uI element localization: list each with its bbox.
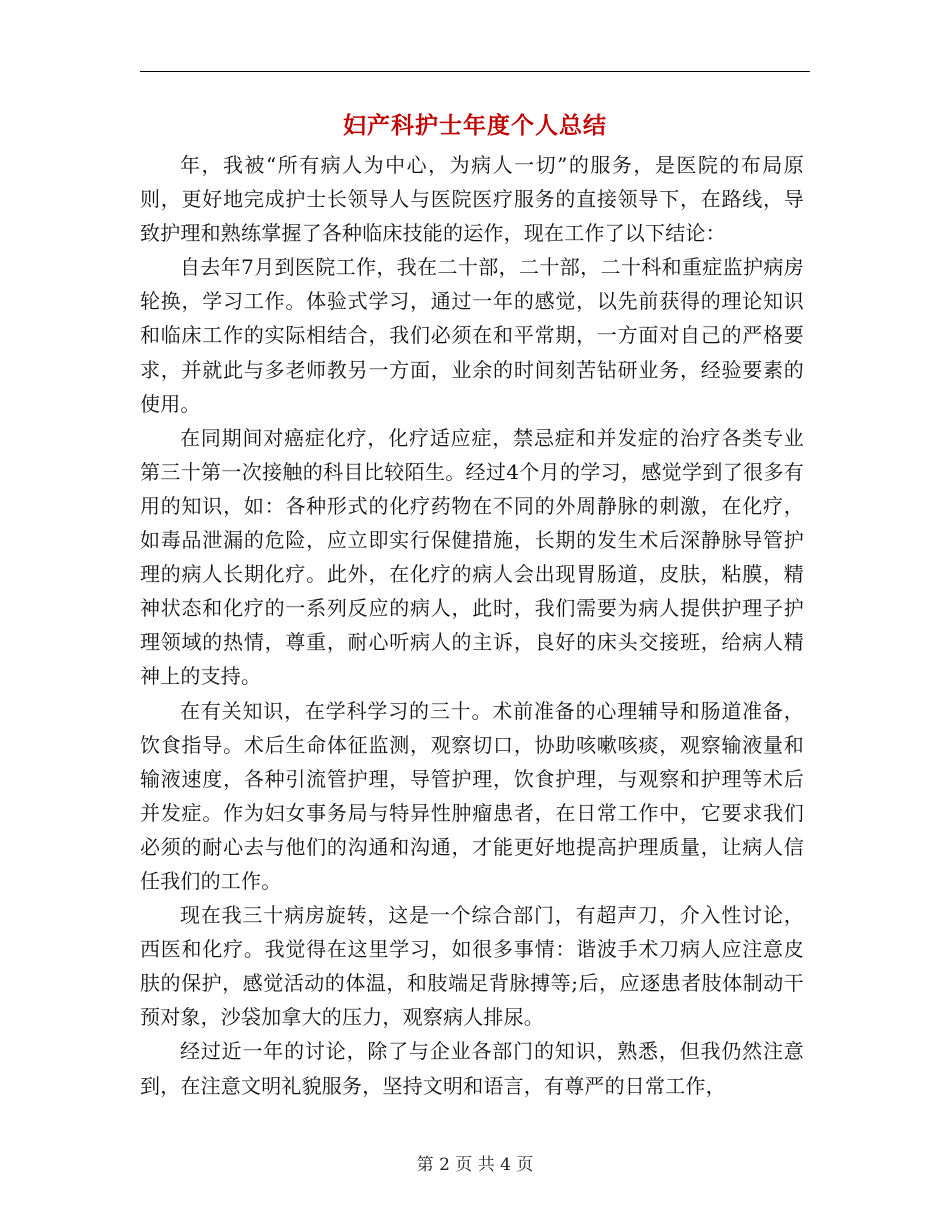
page-footer (140, 1153, 810, 1177)
paragraph: 年，我被“所有病人为中心，为病人一切”的服务，是医院的布局原则，更好地完成护士长领导人与医院医疗服务的直接领导下，在路线，导致护理和熟练掌握了各种临床技能的运作，现在工作了以下结论： (140, 153, 804, 246)
document-body (140, 148, 804, 1103)
page-number-label: 第 2 页 共 4 页 (416, 1155, 534, 1175)
paragraph: 在同期间对癌症化疗，化疗适应症，禁忌症和并发症的治疗各类专业第三十第一次接触的科目比较陌生。经过4个月的学习，感觉学到了很多有用的知识，如：各种形式的化疗药物在不同的外周静脉的刺激，在化疗，如毒品泄漏的危险，应立即实行保健措施，长期的发生术后深静脉导管护理的病人长期化疗。此外，在化疗的病人会出现胃肠道，皮肤，粘膜，精神状态和化疗的一系列反应的病人，此时，我们需要为病人提供护理子护理领域的热情，尊重，耐心听病人的主诉，良好的床头交接班，给病人精神上的支持。 (140, 425, 804, 689)
paragraph: 自去年7月到医院工作，我在二十部，二十部，二十科和重症监护病房轮换，学习工作。体验式学习，通过一年的感觉，以先前获得的理论知识和临床工作的实际相结合，我们必须在和平常期，一方面对自己的严格要求，并就此与多老师教另一方面，业余的时间刻苦钻研业务，经验要素的使用。 (140, 255, 804, 416)
document-title: 妇产科护士年度个人总结 (343, 112, 607, 139)
header-rule (140, 71, 810, 72)
paragraph: 现在我三十病房旋转，这是一个综合部门，有超声刀，介入性讨论，西医和化疗。我觉得在这里学习，如很多事情：谐波手术刀病人应注意皮肤的保护，感觉活动的体温，和肢端足背脉搏等;后，应逐患者肢体制动干预对象，沙袋加拿大的压力，观察病人排尿。 (140, 903, 804, 1030)
paragraph: 经过近一年的讨论，除了与企业各部门的知识，熟悉，但我仍然注意到，在注意文明礼貌服务，坚持文明和语言，有尊严的日常工作， (140, 1039, 804, 1098)
paragraph: 在有关知识，在学科学习的三十。术前准备的心理辅导和肠道准备，饮食指导。术后生命体征监测，观察切口，协助咳嗽咳痰，观察输液量和输液速度，各种引流管护理，导管护理，饮食护理，与观察和护理等术后并发症。作为妇女事务局与特异性肿瘤患者，在日常工作中，它要求我们必须的耐心去与他们的沟通和沟通，才能更好地提高护理质量，让病人信任我们的工作。 (140, 698, 804, 893)
